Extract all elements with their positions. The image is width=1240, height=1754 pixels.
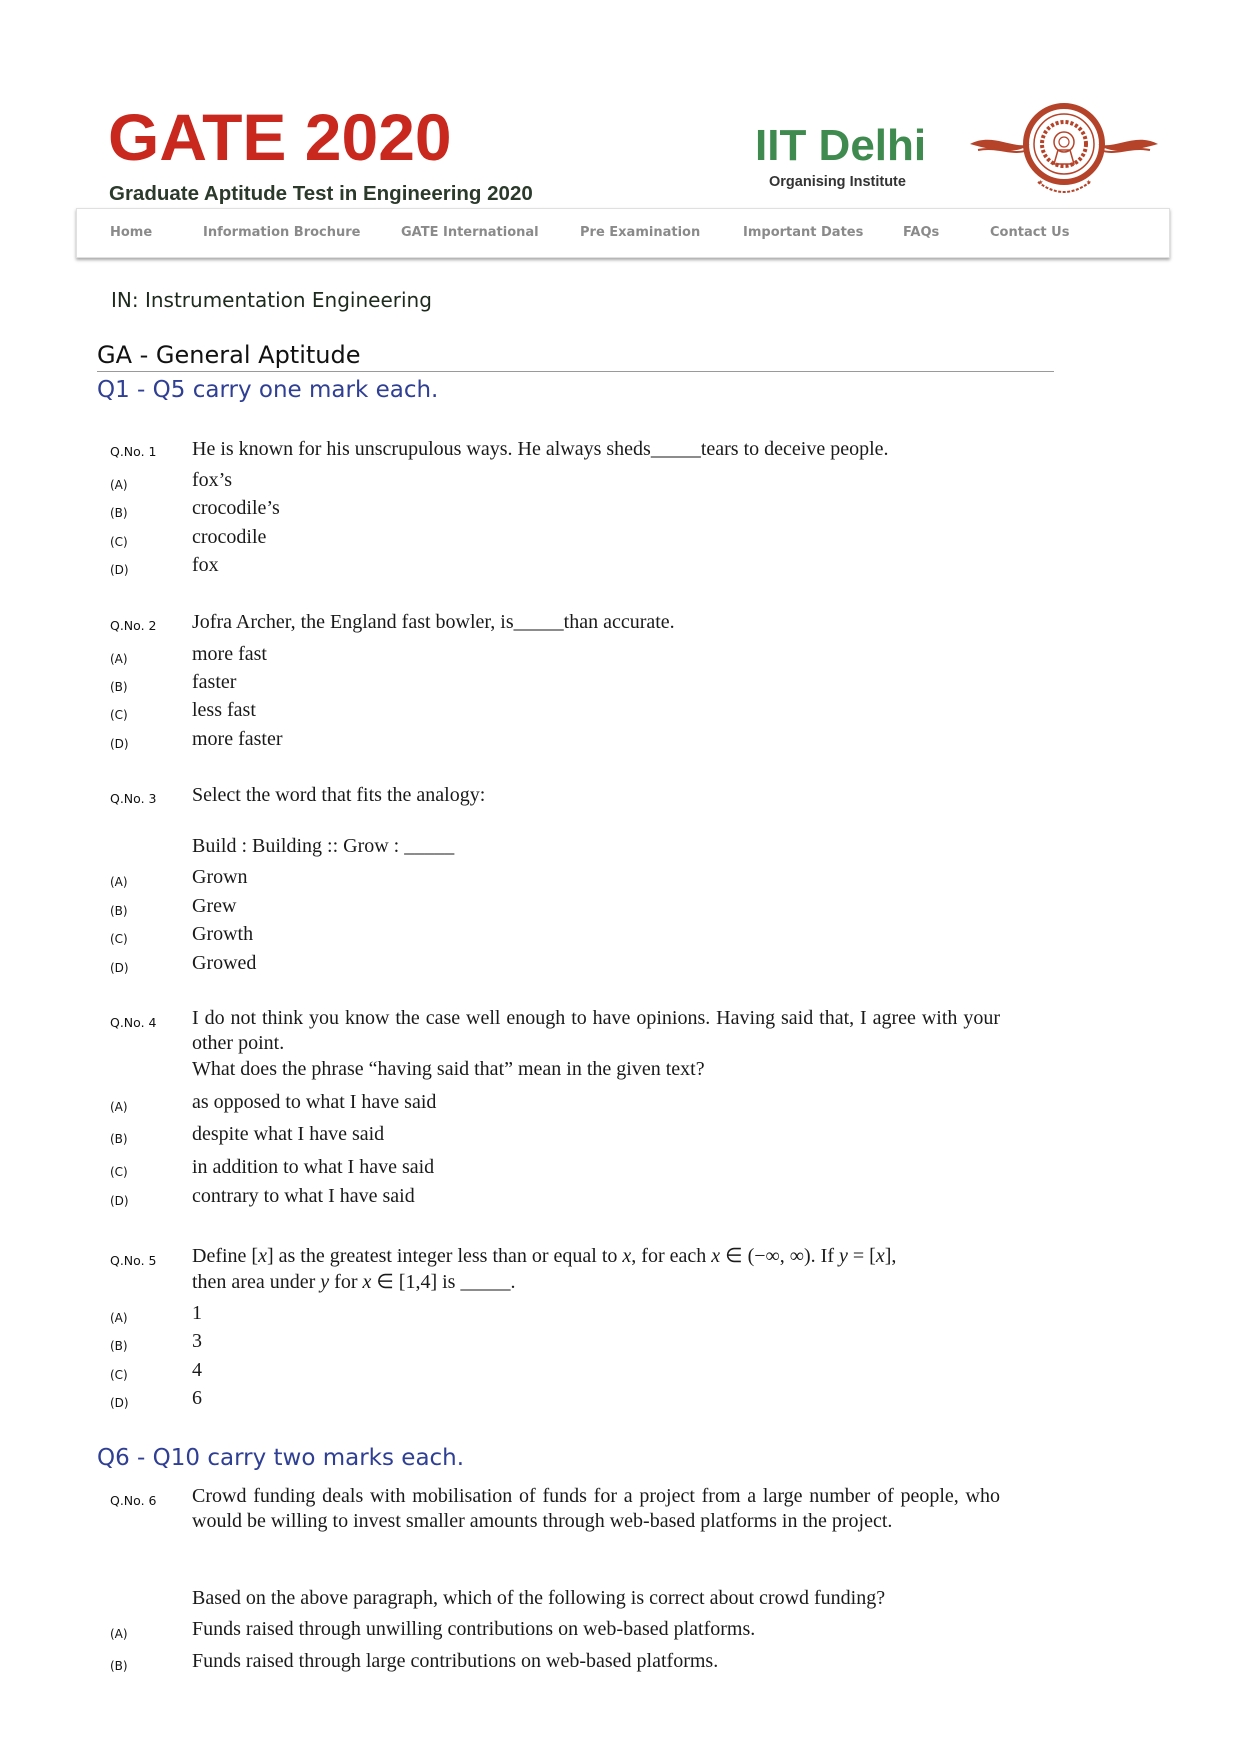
- option-key: (C): [110, 1165, 128, 1179]
- math-var: x: [362, 1271, 372, 1293]
- math-var: x: [875, 1245, 885, 1267]
- text-fragment: , for each: [631, 1245, 712, 1267]
- option-key: (B): [110, 904, 128, 918]
- text-fragment: = [: [847, 1245, 876, 1267]
- option-key: (D): [110, 563, 129, 577]
- question-number: Q.No. 6: [110, 1493, 157, 1508]
- option-text: fox’s: [192, 469, 232, 491]
- math-var: x: [622, 1245, 632, 1267]
- text-fragment: then area under: [192, 1271, 321, 1293]
- marks-heading-one-mark: Q1 - Q5 carry one mark each.: [97, 377, 439, 403]
- nav-contact-us[interactable]: Contact Us: [990, 225, 1070, 240]
- math-var: x: [711, 1245, 721, 1267]
- question-text: I do not think you know the case well enough to have opinions. Having said that, I agree with your other point.: [192, 1007, 1000, 1054]
- question-subtext: What does the phrase “having said that” mean in the given text?: [192, 1058, 705, 1080]
- option-text: more fast: [192, 643, 267, 665]
- option-key: (B): [110, 1659, 128, 1673]
- option-text: Grew: [192, 895, 237, 917]
- question-number: Q.No. 5: [110, 1253, 157, 1268]
- option-key: (D): [110, 737, 129, 751]
- section-divider: [97, 371, 1054, 372]
- paper-code: IN: Instrumentation Engineering: [111, 288, 432, 312]
- svg-text:★: ★: [1086, 180, 1092, 186]
- nav-information-brochure[interactable]: Information Brochure: [203, 225, 361, 240]
- option-text: Funds raised through large contributions on web-based platforms.: [192, 1650, 719, 1672]
- option-key: (C): [110, 1368, 128, 1382]
- option-key: (B): [110, 506, 128, 520]
- option-key: (C): [110, 535, 128, 549]
- option-text: as opposed to what I have said: [192, 1091, 437, 1113]
- option-text: despite what I have said: [192, 1123, 385, 1145]
- option-key: (A): [110, 1311, 128, 1325]
- option-text: 4: [192, 1359, 202, 1381]
- option-text: Growth: [192, 923, 254, 945]
- nav-important-dates[interactable]: Important Dates: [743, 225, 864, 240]
- question-text: [192, 1244, 896, 1269]
- math-var: y: [320, 1271, 330, 1293]
- math-var: y: [839, 1245, 848, 1267]
- option-key: (C): [110, 932, 128, 946]
- option-key: (D): [110, 1396, 129, 1410]
- option-key: (D): [110, 1194, 129, 1208]
- text-fragment: Define [: [192, 1245, 259, 1267]
- option-text: 1: [192, 1302, 202, 1324]
- option-key: (A): [110, 1627, 128, 1641]
- nav-gate-international[interactable]: GATE International: [401, 225, 539, 240]
- option-text: crocodile: [192, 526, 267, 548]
- institute-name: IIT Delhi: [755, 121, 927, 170]
- nav-faqs[interactable]: FAQs: [903, 225, 940, 240]
- main-nav: [76, 208, 1170, 258]
- text-fragment: ∈ (−∞, ∞). If: [720, 1245, 839, 1267]
- text-fragment: ],: [884, 1245, 897, 1267]
- question-text: Crowd funding deals with mobilisation of funds for a project from a large number of people, who would be willing to invest smaller amounts through web-based platforms in the project.: [192, 1485, 1000, 1532]
- text-fragment: ∈ [1,4] is _____.: [371, 1271, 516, 1293]
- option-key: (C): [110, 708, 128, 722]
- option-text: Grown: [192, 866, 248, 888]
- svg-text:★: ★: [1038, 180, 1044, 186]
- question-number: Q.No. 2: [110, 618, 157, 633]
- option-text: fox: [192, 554, 219, 576]
- option-text: Growed: [192, 952, 257, 974]
- question-number: Q.No. 4: [110, 1015, 157, 1030]
- question-number: Q.No. 3: [110, 791, 157, 806]
- nav-home[interactable]: Home: [110, 225, 153, 240]
- text-fragment: ] as the greatest integer less than or equal to: [266, 1245, 623, 1267]
- question-text: He is known for his unscrupulous ways. He always sheds_____tears to deceive people.: [192, 438, 889, 460]
- option-text: contrary to what I have said: [192, 1185, 415, 1207]
- option-key: (B): [110, 1339, 128, 1353]
- option-text: crocodile’s: [192, 497, 280, 519]
- question-subtext: Based on the above paragraph, which of the following is correct about crowd funding?: [192, 1587, 886, 1609]
- text-fragment: for: [329, 1271, 363, 1293]
- question-text: Select the word that fits the analogy:: [192, 784, 486, 806]
- option-text: faster: [192, 671, 237, 693]
- institute-role: Organising Institute: [769, 174, 906, 190]
- iit-delhi-seal-logo-icon: [968, 102, 1160, 198]
- option-key: (D): [110, 961, 129, 975]
- option-key: (A): [110, 875, 128, 889]
- question-text: Jofra Archer, the England fast bowler, is_____than accurate.: [192, 611, 675, 633]
- option-text: Funds raised through unwilling contributions on web-based platforms.: [192, 1618, 756, 1640]
- gate-subtitle: Graduate Aptitude Test in Engineering 2020: [109, 182, 533, 205]
- option-text: less fast: [192, 699, 256, 721]
- question-text-line2: [192, 1270, 515, 1295]
- question-number: Q.No. 1: [110, 444, 157, 459]
- gate-title: GATE 2020: [108, 100, 452, 174]
- option-text: 3: [192, 1330, 202, 1352]
- marks-heading-two-marks: Q6 - Q10 carry two marks each.: [97, 1445, 465, 1471]
- math-var: x: [258, 1245, 267, 1267]
- option-text: more faster: [192, 728, 283, 750]
- nav-pre-examination[interactable]: Pre Examination: [580, 225, 701, 240]
- option-text: 6: [192, 1387, 202, 1409]
- option-key: (B): [110, 680, 128, 694]
- analogy-text: Build : Building :: Grow : _____: [192, 835, 455, 857]
- option-key: (A): [110, 1100, 128, 1114]
- section-title: GA - General Aptitude: [97, 341, 361, 369]
- option-key: (A): [110, 478, 128, 492]
- option-key: (B): [110, 1132, 128, 1146]
- option-text: in addition to what I have said: [192, 1156, 435, 1178]
- option-key: (A): [110, 652, 128, 666]
